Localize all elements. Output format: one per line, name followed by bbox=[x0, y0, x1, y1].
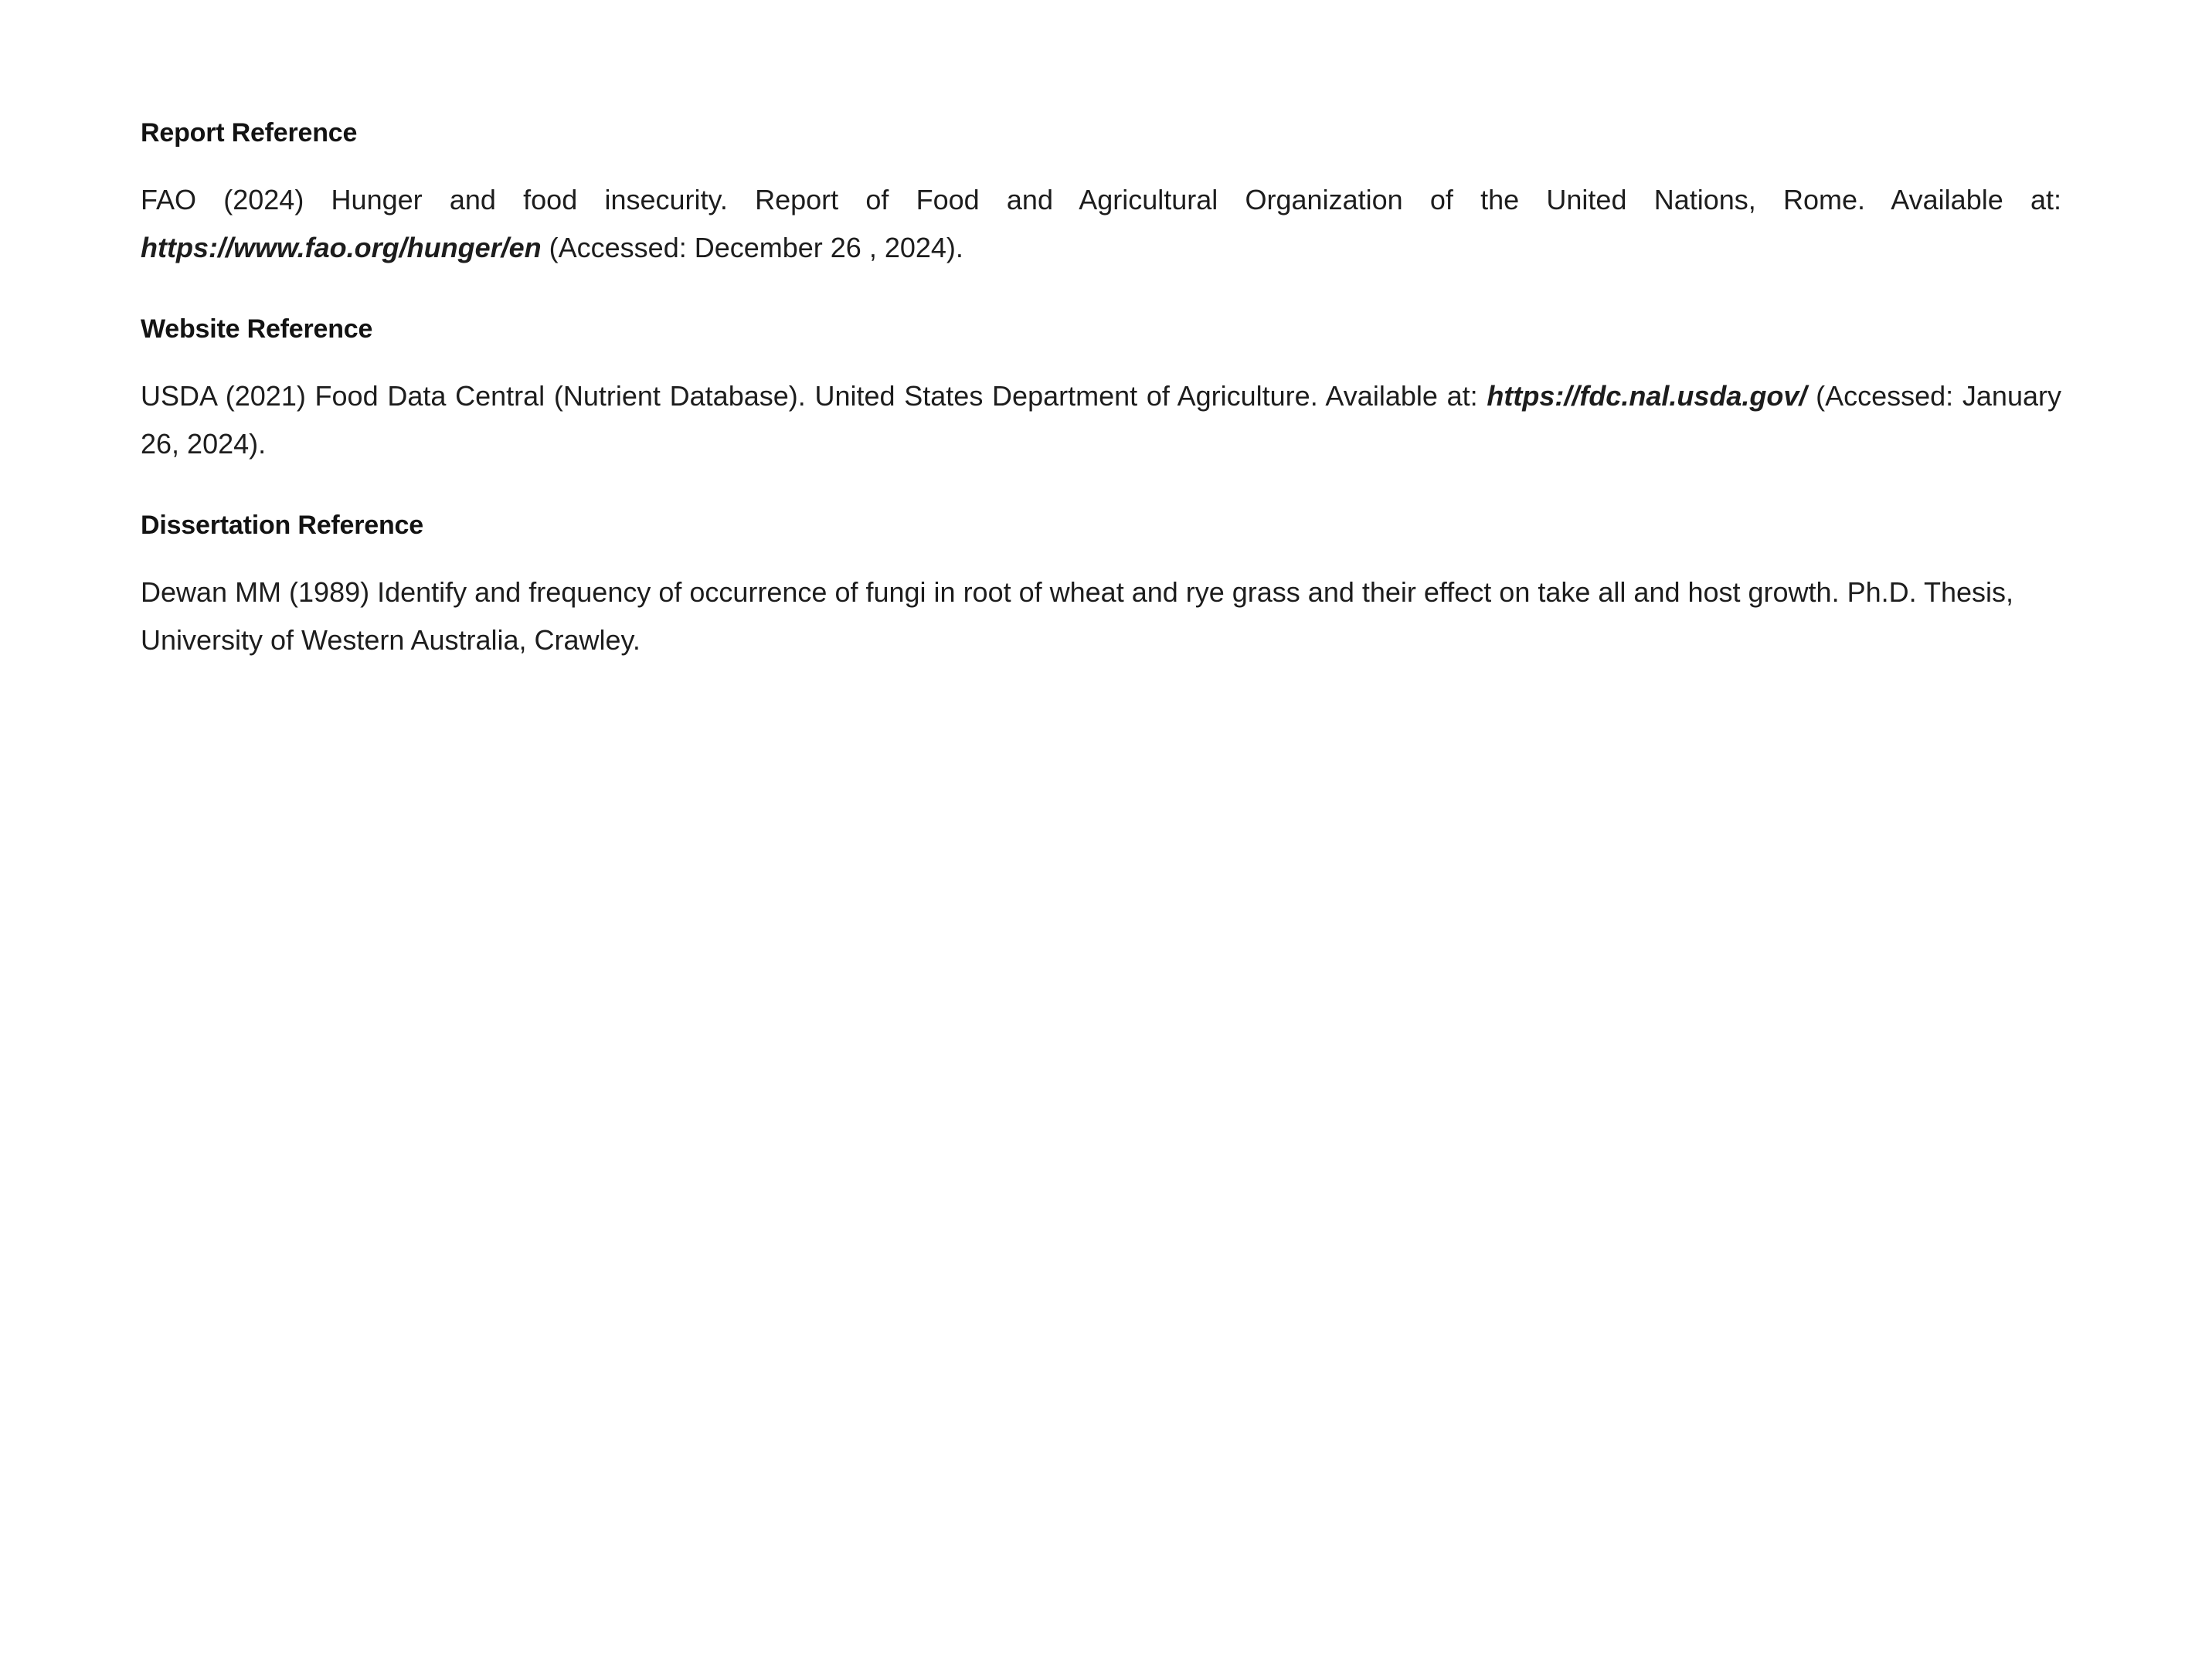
reference-text-after-url: (Accessed: January 26, 2024). bbox=[141, 380, 2061, 460]
reference-url-link[interactable]: https://fdc.nal.usda.gov/ bbox=[1487, 380, 1807, 412]
reference-paragraph-website bbox=[141, 372, 2061, 468]
section-heading-dissertation-reference: Dissertation Reference bbox=[141, 511, 423, 540]
section-heading-report-reference: Report Reference bbox=[141, 118, 358, 148]
reference-paragraph-dissertation bbox=[141, 568, 2061, 664]
reference-text-before-url: FAO (2024) Hunger and food insecurity. Report of Food and Agricultural Organization of the United Nations, Rome. Available at: bbox=[141, 184, 2061, 216]
reference-section-dissertation bbox=[141, 508, 2061, 664]
reference-paragraph-report bbox=[141, 176, 2061, 272]
reference-text-after-url: (Accessed: December 26 , 2024). bbox=[541, 232, 963, 264]
reference-url-link[interactable]: https://www.fao.org/hunger/en bbox=[141, 232, 542, 264]
reference-text-before-url: USDA (2021) Food Data Central (Nutrient Database). United States Department of Agriculture. Available at: bbox=[141, 380, 1487, 412]
reference-section-website bbox=[141, 312, 2061, 468]
section-heading-website-reference: Website Reference bbox=[141, 314, 373, 344]
reference-section-report bbox=[141, 116, 2061, 272]
reference-text-before-url: Dewan MM (1989) Identify and frequency of occurrence of fungi in root of wheat and rye grass and their effect on take all and host growth. Ph.D. Thesis, University of Western Australia, Crawley. bbox=[141, 576, 2014, 657]
